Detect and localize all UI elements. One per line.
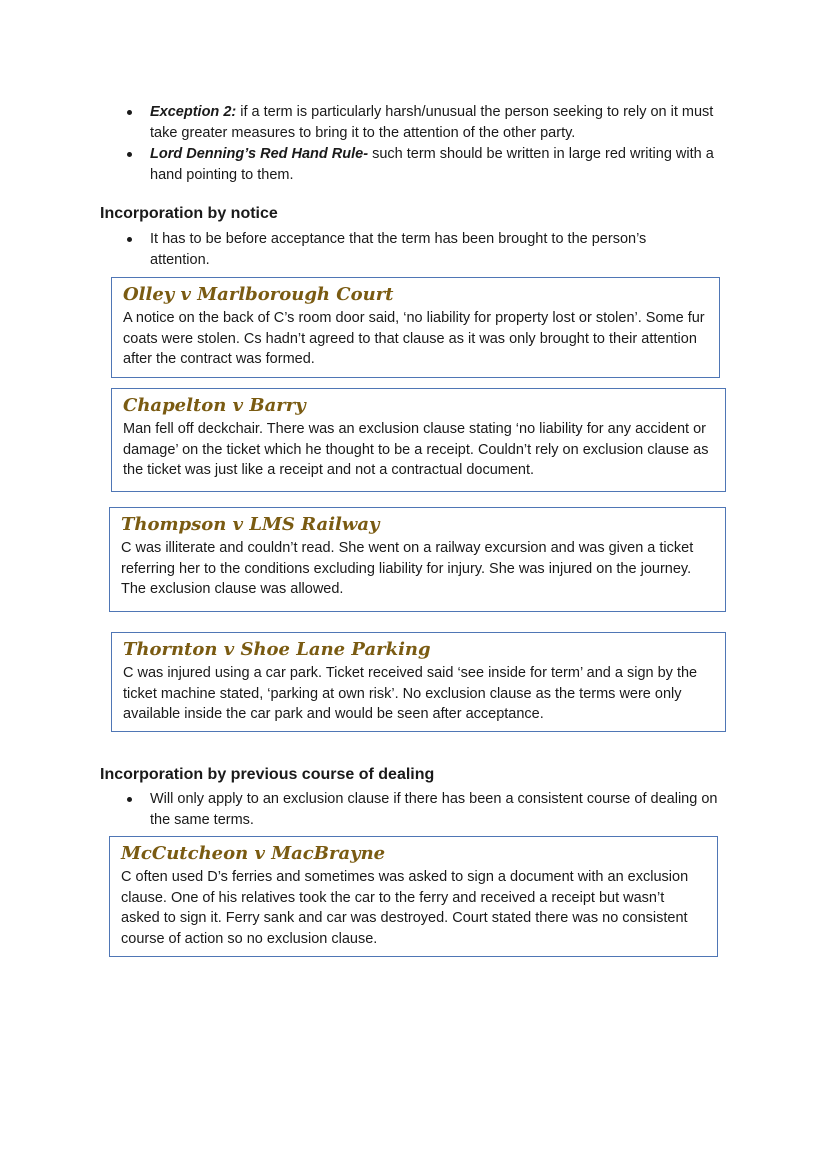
bullet-text: such term should be written in large red writing with a hand pointing to them. [150,146,714,183]
bullet-icon [127,237,132,242]
case-body: Man fell off deckchair. There was an exclusion clause stating ‘no liability for any accident or damage’ on the ticket which he thought to be a receipt. Couldn’t rely on exclusion clause as the ticket was just like a receipt and not a contractual document. [123,421,709,478]
section-heading-dealing: Incorporation by previous course of dealing [100,766,435,783]
bullet-lead: Lord Denning’s Red Hand Rule- [150,146,369,162]
case-box-olley [111,277,720,378]
bullet-icon [127,797,132,802]
case-box-thompson [109,507,726,612]
bullet-text: It has to be before acceptance that the term has been brought to the person’s attention. [150,231,647,268]
case-body: A notice on the back of C’s room door said, ‘no liability for property lost or stolen’. Some fur coats were stolen. Cs hadn’t agreed to that clause as it was only brought to their attention after the contract was formed. [123,310,705,367]
bullet-icon [127,110,132,115]
case-box-mccutcheon [109,836,718,957]
case-title: Chapelton v Barry [123,395,306,416]
list-item [100,144,730,185]
case-body: C often used D’s ferries and sometimes was asked to sign a document with an exclusion clause. One of his relatives took the car to the ferry and received a receipt but wasn’t asked to sign it. Ferry sank and car was destroyed. Court stated there was no consistent course of action so no exclusion clause. [121,869,689,947]
dealing-bullet-list [100,789,730,831]
bullet-icon [127,152,132,157]
case-box-thornton [111,632,726,732]
list-item [100,789,730,830]
bullet-lead: Exception 2: [150,104,237,120]
case-body: C was illiterate and couldn’t read. She went on a railway excursion and was given a ticket referring her to the conditions excluding liability for injury. She was injured on the journey. The exclusion clause was allowed. [121,540,694,597]
case-title: Thompson v LMS Railway [121,514,380,535]
top-bullet-list [100,102,730,186]
case-title: Olley v Marlborough Court [123,284,394,305]
section-heading-notice: Incorporation by notice [100,205,278,222]
case-title: Thornton v Shoe Lane Parking [123,639,431,660]
case-box-chapelton [111,388,726,492]
case-body: C was injured using a car park. Ticket received said ‘see inside for term’ and a sign by the ticket machine stated, ‘parking at own risk’. No exclusion clause as the terms were only available inside the car park and would be seen after acceptance. [123,665,698,722]
bullet-text: Will only apply to an exclusion clause if there has been a consistent course of dealing on the same terms. [150,791,718,828]
bullet-text: if a term is particularly harsh/unusual the person seeking to rely on it must take greater measures to bring it to the attention of the other party. [150,104,714,141]
case-title: McCutcheon v MacBrayne [121,843,386,864]
notice-bullet-list [100,229,700,271]
list-item [100,102,730,143]
list-item [100,229,700,270]
